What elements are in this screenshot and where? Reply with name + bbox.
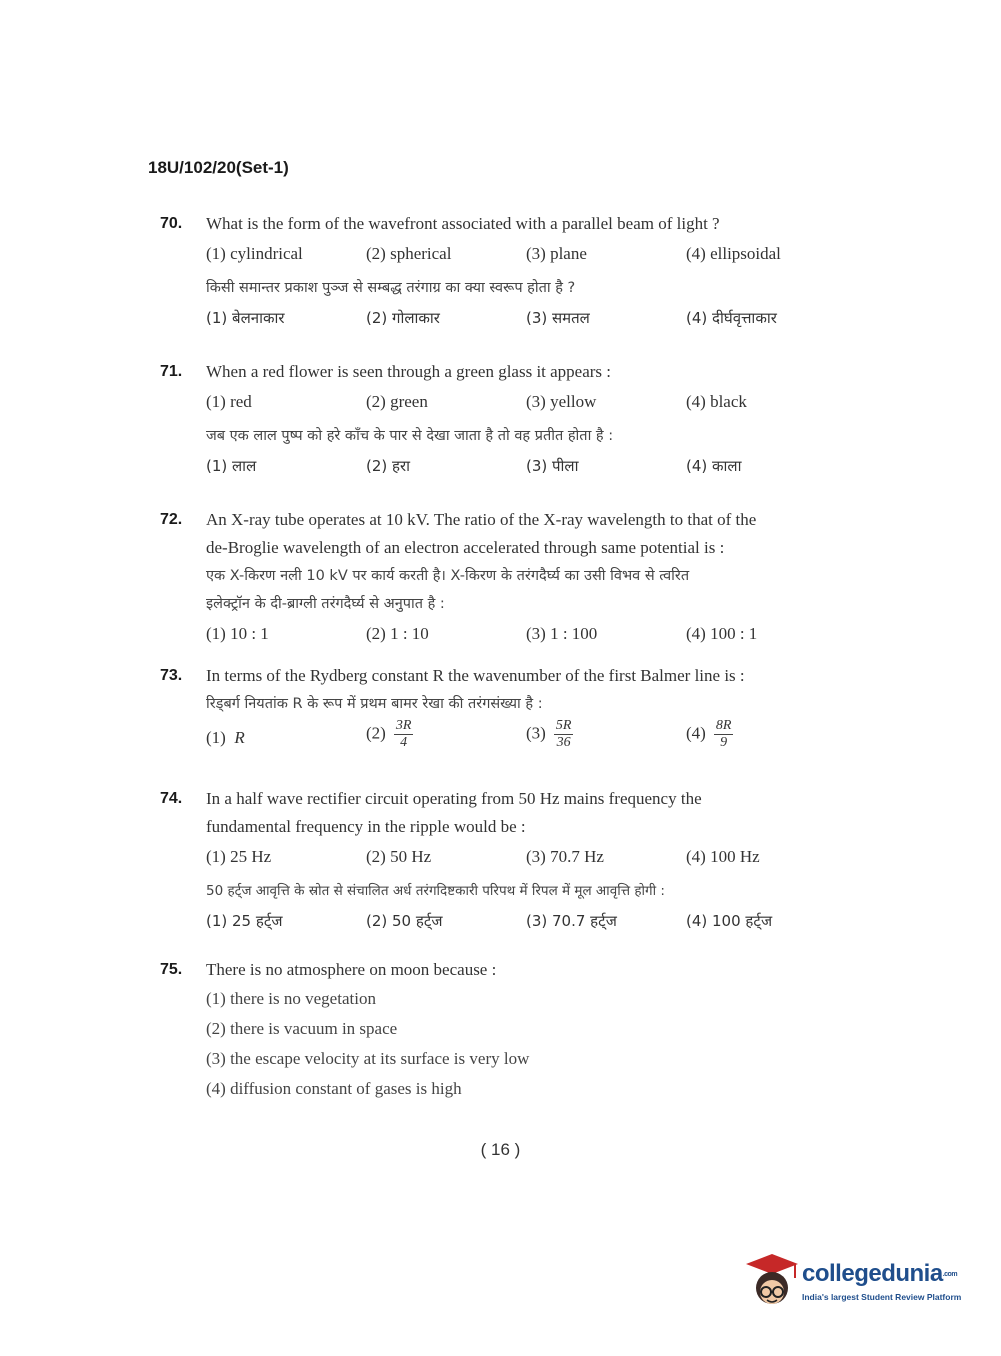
option-2: (2) green xyxy=(366,392,428,411)
fraction xyxy=(554,718,574,751)
option-4: (4) diffusion constant of gases is high xyxy=(206,1079,462,1098)
question-text-en-line-1: In a half wave rectifier circuit operating from 50 Hz mains frequency the xyxy=(206,789,702,808)
page-number: ( 16 ) xyxy=(480,1140,521,1159)
options-hi xyxy=(206,450,850,486)
option-1-hi: (1) लाल xyxy=(206,457,257,475)
option-1: (1) red xyxy=(206,392,252,411)
question-text-en-line-2: fundamental frequency in the ripple would be : xyxy=(206,817,526,836)
logo-tagline: India's largest Student Review Platform xyxy=(802,1292,962,1302)
collegedunia-logo xyxy=(742,1250,972,1310)
option-4-hi: (4) काला xyxy=(686,457,742,475)
option-4: (4) 100 : 1 xyxy=(686,624,758,643)
question-text-hi: जब एक लाल पुष्प को हरे काँच के पार से देखा जाता है तो वह प्रतीत होता है : xyxy=(206,428,614,444)
option-label: (3) xyxy=(526,723,546,743)
logo-suffix: .com xyxy=(942,1271,958,1279)
options-en xyxy=(206,386,850,422)
option-label: (2) xyxy=(366,723,386,743)
option-3: (3) 1 : 100 xyxy=(526,624,598,643)
option-label: (4) xyxy=(686,723,706,743)
option-2 xyxy=(366,718,413,751)
question-75 xyxy=(160,956,850,1104)
option-2: (2) spherical xyxy=(366,244,452,263)
options-en xyxy=(206,238,850,274)
question-71 xyxy=(160,358,850,486)
option-3: (3) the escape velocity at its surface is very low xyxy=(206,1049,530,1068)
option-1: (1) there is no vegetation xyxy=(206,989,376,1008)
option-value: R xyxy=(234,728,245,747)
option-1: (1) 25 Hz xyxy=(206,847,272,866)
options xyxy=(206,618,850,654)
option-1: (1) cylindrical xyxy=(206,244,303,263)
mascot-icon xyxy=(742,1250,800,1310)
question-73 xyxy=(160,662,850,764)
question-text-hi: 50 हर्ट्ज आवृत्ति के स्रोत से संचालित अर्ध तरंगदिष्टकारी परिपथ में रिपल में मूल आवृत्ति होगी : xyxy=(206,883,665,899)
options-en xyxy=(206,841,850,877)
question-text-en: There is no atmosphere on moon because : xyxy=(206,960,497,979)
question-text-en: When a red flower is seen through a green glass it appears : xyxy=(206,362,612,381)
options-list xyxy=(206,984,850,1104)
option-1: (1) 10 : 1 xyxy=(206,624,269,643)
options xyxy=(206,718,850,764)
question-text-en: In terms of the Rydberg constant R the wavenumber of the first Balmer line is : xyxy=(206,666,745,685)
question-number: 73. xyxy=(160,667,183,684)
option-2-hi: (2) गोलाकार xyxy=(366,309,440,327)
option-1 xyxy=(206,728,245,748)
question-number: 74. xyxy=(160,790,183,807)
option-3-hi: (3) 70.7 हर्ट्ज xyxy=(526,912,617,930)
numerator: 3R xyxy=(395,718,412,733)
option-4 xyxy=(686,718,733,751)
logo-wordmark xyxy=(802,1260,957,1288)
numerator: 5R xyxy=(555,718,572,733)
denominator: 9 xyxy=(720,735,728,750)
option-1-hi: (1) बेलनाकार xyxy=(206,309,285,327)
option-4-hi: (4) दीर्घवृत्ताकार xyxy=(686,309,777,327)
denominator: 36 xyxy=(556,735,571,750)
question-number: 71. xyxy=(160,363,183,380)
question-text-en: What is the form of the wavefront associated with a parallel beam of light ? xyxy=(206,214,720,233)
option-2: (2) there is vacuum in space xyxy=(206,1019,398,1038)
question-70 xyxy=(160,210,850,338)
option-4: (4) 100 Hz xyxy=(686,847,760,866)
option-3 xyxy=(526,718,573,751)
question-text-en-line-1: An X-ray tube operates at 10 kV. The ratio of the X-ray wavelength to that of the xyxy=(206,510,757,529)
option-4: (4) ellipsoidal xyxy=(686,244,781,263)
options-hi xyxy=(206,302,850,338)
numerator: 8R xyxy=(715,718,732,733)
option-4: (4) black xyxy=(686,392,747,411)
option-3-hi: (3) समतल xyxy=(526,309,590,327)
option-3-hi: (3) पीला xyxy=(526,457,579,475)
question-number: 70. xyxy=(160,215,183,232)
question-number: 72. xyxy=(160,511,183,528)
options-hi xyxy=(206,905,850,941)
option-2: (2) 1 : 10 xyxy=(366,624,429,643)
question-72 xyxy=(160,506,850,654)
paper-code: 18U/102/20(Set-1) xyxy=(148,158,289,177)
option-label: (1) xyxy=(206,728,226,747)
option-2-hi: (2) हरा xyxy=(366,457,411,475)
option-1-hi: (1) 25 हर्ट्ज xyxy=(206,912,283,930)
option-3: (3) plane xyxy=(526,244,587,263)
question-text-hi-line-1: एक X-किरण नली 10 kV पर कार्य करती है। X-किरण के तरंगदैर्घ्य का उसी विभव से त्वरित xyxy=(206,568,690,584)
option-3: (3) yellow xyxy=(526,392,597,411)
question-text-hi-line-2: इलेक्ट्रॉन के दी-ब्राग्ली तरंगदैर्घ्य से अनुपात है : xyxy=(206,596,445,612)
question-text-en-line-2: de-Broglie wavelength of an electron accelerated through same potential is : xyxy=(206,538,725,557)
question-text-hi: किसी समान्तर प्रकाश पुञ्ज से सम्बद्ध तरंगाग्र का क्या स्वरूप होता है ? xyxy=(206,280,576,296)
fraction xyxy=(394,718,414,751)
denominator: 4 xyxy=(400,735,408,750)
option-2-hi: (2) 50 हर्ट्ज xyxy=(366,912,443,930)
question-number: 75. xyxy=(160,961,183,978)
option-3: (3) 70.7 Hz xyxy=(526,847,604,866)
option-2: (2) 50 Hz xyxy=(366,847,432,866)
fraction xyxy=(714,718,734,751)
question-text-hi: रिड्बर्ग नियतांक R के रूप में प्रथम बामर रेखा की तरंगसंख्या है : xyxy=(206,696,543,712)
question-74 xyxy=(160,785,850,941)
option-4-hi: (4) 100 हर्ट्ज xyxy=(686,912,773,930)
logo-name: collegedunia xyxy=(802,1260,943,1287)
